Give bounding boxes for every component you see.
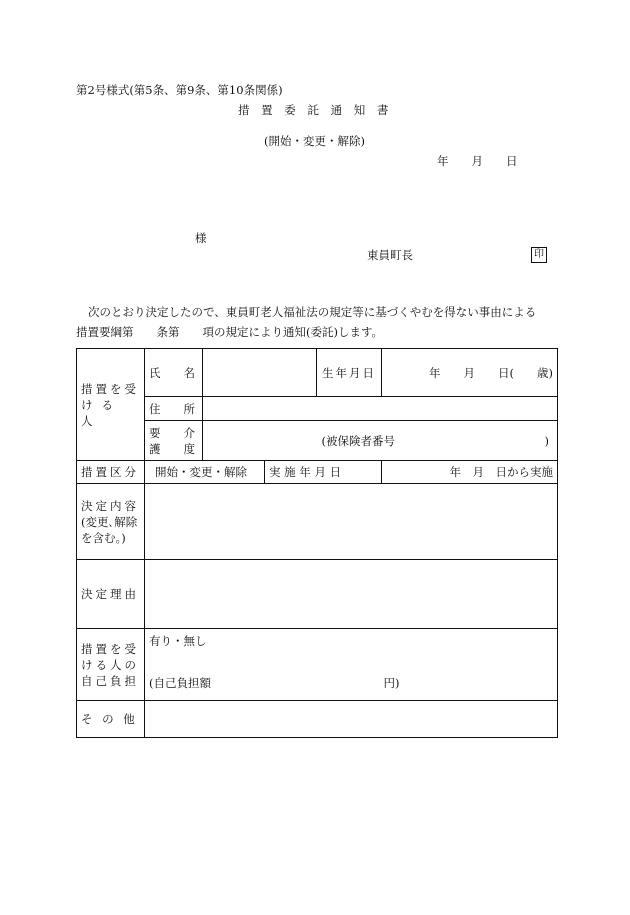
seal-mark: 印 xyxy=(531,247,547,263)
care-level-label-cell xyxy=(145,421,203,461)
body-text xyxy=(76,302,558,342)
decision-label-cell xyxy=(77,484,145,560)
addressee-honorific: 様 xyxy=(195,231,207,245)
document-title: 措 置 委 託 通 知 書 xyxy=(238,103,393,117)
burden-label-line-3: 自己負担 xyxy=(81,673,139,688)
care-level-label-line-2: 護 度 xyxy=(149,441,195,456)
document-subtitle: (開始・変更・解除) xyxy=(264,134,365,148)
decision-label-line-1: 決定内容 xyxy=(81,498,139,513)
date-line: 年 月 日 xyxy=(437,154,518,168)
table-row xyxy=(77,701,558,738)
table-row xyxy=(77,397,558,421)
table-row xyxy=(77,421,558,461)
reason-field[interactable] xyxy=(145,560,558,629)
body-text-line-1: 次のとおり決定したので、東員町老人福祉法の規定等に基づくやむを得ない事由による xyxy=(88,305,537,319)
recipient-label-line-2: ける人 xyxy=(81,397,122,428)
care-level-label-line-1: 要 介 xyxy=(149,425,195,440)
burden-amount[interactable]: (自己負担額 円) xyxy=(149,676,400,690)
other-label: そ の 他 xyxy=(77,701,145,738)
category-value[interactable]: 開始・変更・解除 xyxy=(145,461,265,484)
decision-label-line-2: (変更､解除 xyxy=(81,514,138,529)
recipient-label-line-1: 措置を受 xyxy=(81,381,139,396)
category-label: 措置区分 xyxy=(77,461,145,484)
form-number: 第2号様式(第5条、第9条、第10条関係) xyxy=(76,83,283,97)
address-field[interactable] xyxy=(203,397,558,421)
insured-number-field[interactable]: (被保険者番号 ) xyxy=(203,421,558,461)
birth-value[interactable]: 年 月 日( 歳) xyxy=(382,349,558,397)
recipient-label-cell xyxy=(77,349,145,461)
notification-form-table xyxy=(76,348,558,738)
decision-label-line-3: を含む。) xyxy=(81,530,126,545)
burden-label-line-2: ける人の xyxy=(81,657,139,672)
table-row xyxy=(77,560,558,629)
name-field[interactable] xyxy=(203,349,317,397)
burden-option[interactable]: 有り・無し xyxy=(149,634,207,648)
table-row xyxy=(77,629,558,701)
table-row xyxy=(77,484,558,560)
address-label: 住 所 xyxy=(145,397,203,421)
burden-field[interactable] xyxy=(145,629,558,701)
other-field[interactable] xyxy=(145,701,558,738)
implementation-date-label: 実 施 年 月 日 xyxy=(265,461,382,484)
reason-label: 決定理由 xyxy=(77,560,145,629)
birth-label: 生年月日 xyxy=(317,349,382,397)
name-label: 氏 名 xyxy=(145,349,203,397)
burden-label-line-1: 措置を受 xyxy=(81,641,139,656)
body-text-line-2: 措置要綱第 条第 項の規定により通知(委託)します。 xyxy=(76,325,384,339)
sender-name: 東員町長 xyxy=(367,248,413,262)
table-row xyxy=(77,461,558,484)
table-row xyxy=(77,349,558,397)
burden-label-cell xyxy=(77,629,145,701)
decision-content-field[interactable] xyxy=(145,484,558,560)
implementation-date-value[interactable]: 年 月 日から実施 xyxy=(382,461,558,484)
